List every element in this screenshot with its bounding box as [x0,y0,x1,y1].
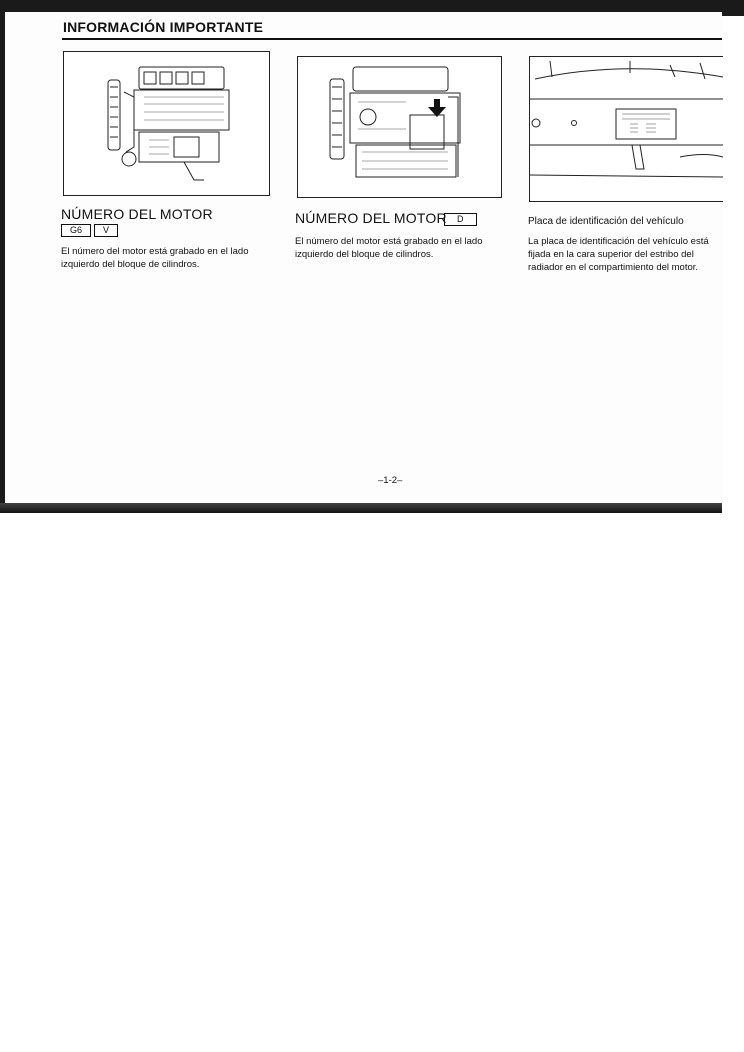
section-heading-vehicle-id-plate: Placa de identificación del vehículo [528,216,684,227]
vehicle-id-plate-description: La placa de identificación del vehículo está fijada en la cara superior del estribo del radiador en el compartimiento del motor. [528,236,709,273]
title-rule [62,38,722,40]
section-heading-engine-number-d: NÚMERO DEL MOTOR [295,210,447,226]
page-number: –1-2– [378,475,403,486]
scan-border-left [0,0,5,512]
arrow-down-icon [428,99,446,117]
section-heading-engine-number-g6-v: NÚMERO DEL MOTOR [61,206,213,222]
scan-border-top [0,0,744,12]
vehicle-id-plate-illustration [529,56,723,202]
scan-border-bottom [0,503,722,513]
engine-illustration-d [297,56,502,198]
engine-number-description-2: El número del motor está grabado en el lado izquierdo del bloque de cilindros. [295,236,483,260]
engine-code-boxes-g6-v [61,222,121,240]
engine-code-d: D [444,213,477,226]
scan-border-right [722,0,744,16]
page-title: INFORMACIÓN IMPORTANTE [63,19,264,35]
engine-number-description-1: El número del motor está grabado en el lado izquierdo del bloque de cilindros. [61,246,249,270]
engine-code-v: V [94,224,118,237]
engine-code-boxes-d [444,211,480,229]
engine-code-g6: G6 [61,224,91,237]
scanned-page [0,0,722,512]
engine-illustration-g6-v [63,51,270,196]
